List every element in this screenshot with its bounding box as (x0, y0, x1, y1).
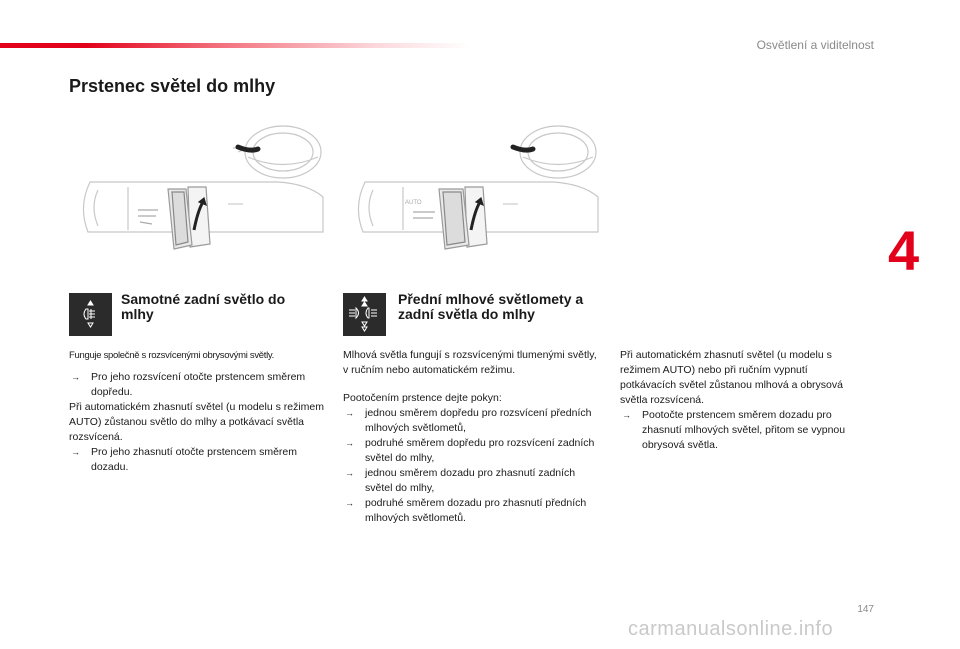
right-bullet: → Pootočte prstencem směrem dozadu pro zhasnutí mlhových světel, přitom se vypnou obrysová světla. (620, 408, 860, 453)
page-title: Prstenec světel do mlhy (69, 76, 276, 96)
left-intro: Funguje společně s rozsvícenými obrysovými světly. (69, 350, 274, 361)
front-rear-fog-light-icon (343, 293, 386, 336)
auto-label: AUTO (405, 200, 422, 206)
stalk-illustration-front-rear-fog (343, 112, 603, 262)
subtitle-front-rear-fog: Přední mlhové světlomety a zadní světla do mlhy (398, 291, 584, 322)
left-paragraph: Při automatickém zhasnutí světel (u modelu s režimem AUTO) zůstanou světlo do mlhy a potkávací světla rozsvícená. (69, 401, 325, 443)
section-title: Osvětlení a viditelnost (756, 38, 874, 52)
middle-bullet-3: → jednou směrem dozadu pro zhasnutí zadních světel do mlhy, (343, 466, 603, 496)
middle-bullet-4: → podruhé směrem dozadu pro zhasnutí předních mlhových světlometů. (343, 496, 603, 526)
subtitle-rear-fog: Samotné zadní světlo do mlhy (121, 291, 286, 322)
page-number: 147 (857, 604, 874, 615)
left-bullet-2: → Pro jeho zhasnutí otočte prstencem směrem dozadu. (69, 445, 324, 475)
middle-body (343, 391, 603, 526)
left-body (69, 370, 324, 475)
right-paragraph: Při automatickém zhasnutí světel (u modelu s režimem AUTO) nebo při ručním vypnutí potkávacích světel zůstanou mlhová a obrysová světla rozsvícená. (620, 349, 843, 406)
middle-bullet-2: → podruhé směrem dopředu pro rozsvícení zadních světel do mlhy, (343, 436, 603, 466)
right-body (620, 348, 860, 453)
left-bullet-1: → Pro jeho rozsvícení otočte prstencem směrem dopředu. (69, 370, 324, 400)
header-accent-bar (0, 43, 470, 48)
watermark: carmanualsonline.info (628, 618, 834, 640)
middle-intro: Mlhová světla fungují s rozsvícenými tlumenými světly, v ručním nebo automatickém režimu. (343, 349, 597, 376)
middle-bullet-1: → jednou směrem dopředu pro rozsvícení předních mlhových světlometů, (343, 406, 603, 436)
stalk-illustration-rear-fog (68, 112, 328, 262)
rear-fog-light-icon (69, 293, 112, 336)
middle-lead: Pootočením prstence dejte pokyn: (343, 392, 502, 404)
chapter-number: 4 (888, 219, 920, 282)
